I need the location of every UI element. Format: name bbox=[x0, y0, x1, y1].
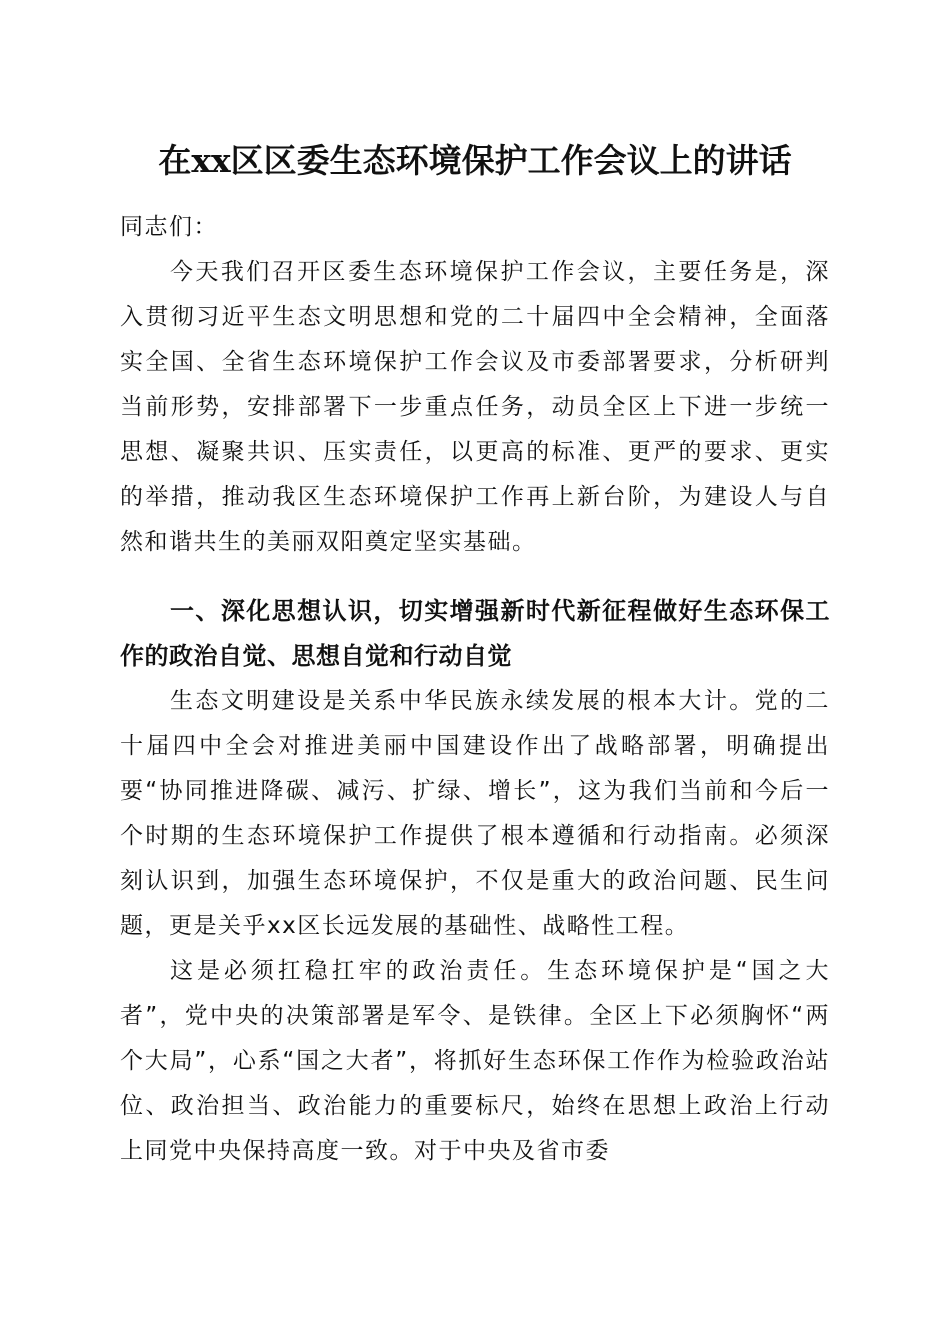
salutation: 同志们： bbox=[120, 214, 218, 240]
paragraph-2: 生态文明建设是关系中华民族永续发展的根本大计。党的二十届四中全会对推进美丽中国建设作出了战略部署，明确提出要“协同推进降碳、减污、扩绿、增长”，这为我们当前和今后一个时期的生态环境保护工作提供了根本遵循和行动指南。必须深刻认识到，加强生态环境保护，不仅是重大的政治问题、民生问题，更是关乎xx区长远发展的基础性、战略性工程。 bbox=[120, 688, 830, 939]
document-title: 在xx区区委生态环境保护工作会议上的讲话 bbox=[158, 141, 792, 180]
section-heading-1: 一、深化思想认识，切实增强新时代新征程做好生态环保工作的政治自觉、思想自觉和行动自觉 bbox=[120, 597, 830, 670]
paragraph-intro: 今天我们召开区委生态环境保护工作会议，主要任务是，深入贯彻习近平生态文明思想和党的二十届四中全会精神，全面落实全国、全省生态环境保护工作会议及市委部署要求，分析研判当前形势，安排部署下一步重点任务，动员全区上下进一步统一思想、凝聚共识、压实责任，以更高的标准、更严的要求、更实的举措，推动我区生态环境保护工作再上新台阶，为建设人与自然和谐共生的美丽双阳奠定坚实基础。 bbox=[120, 259, 830, 555]
paragraph-3: 这是必须扛稳扛牢的政治责任。生态环境保护是“国之大者”，党中央的决策部署是军令、是铁律。全区上下必须胸怀“两个大局”，心系“国之大者”，将抓好生态环保工作作为检验政治站位、政治担当、政治能力的重要标尺，始终在思想上政治上行动上同党中央保持高度一致。对于中央及省市委 bbox=[120, 958, 830, 1164]
